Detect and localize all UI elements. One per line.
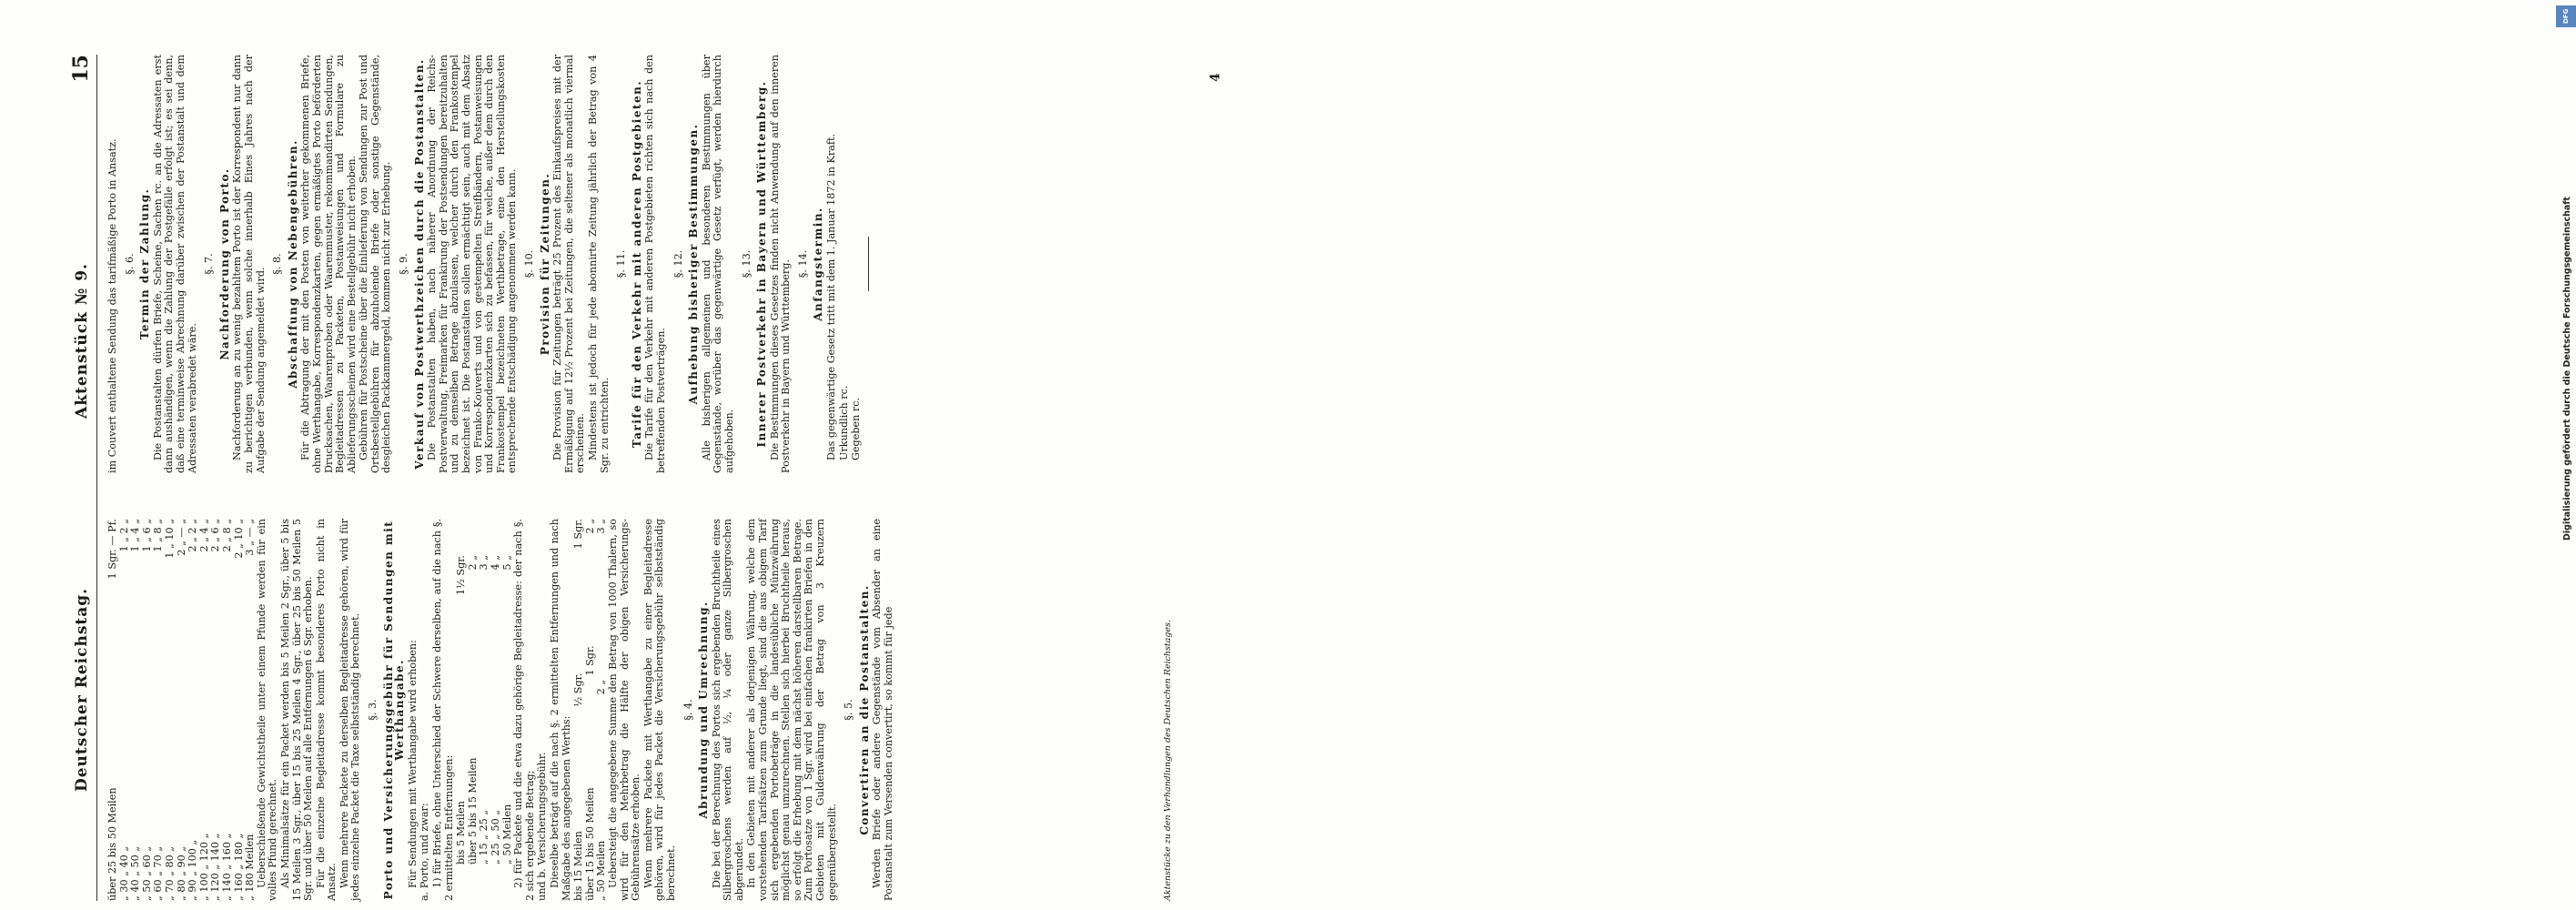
- paragraph: Für die Abtragung der mit den Posten von weiterher gekommenen Briefe, ohne Werthangabe, Korrespondenzkarten, gegen ermäßigtes Porto beförderten Drucksachen, Waarenproben oder Waarenmuster, rekommandirten Sendungen, Begleitadressen zu Packeten, Postanweisungen und Formulare zu Ablieferungsscheinen wird eine Bestellgebühr nicht erhoben.: [299, 55, 358, 473]
- table-cell: 1 „ 2 „: [117, 519, 130, 552]
- table-cell: 1 „ 4 „: [129, 519, 142, 552]
- table-cell: über 15 bis 50 Meilen: [583, 787, 596, 901]
- table-cell: 2 „: [583, 519, 596, 534]
- paragraph: a. Porto, und zwar:: [419, 803, 431, 901]
- paragraph: im Couvert enthaltene Sendung das tarifmäßige Porto in Ansatz.: [106, 138, 118, 473]
- section-number: §. 14.: [796, 249, 809, 278]
- section-number: §. 11.: [615, 249, 628, 278]
- table-cell: 2 „: [595, 679, 608, 695]
- signature-mark: 4: [1208, 73, 1223, 82]
- section-number: §. 6.: [123, 253, 136, 275]
- table-cell: „ 120 „ 140 „: [209, 833, 222, 901]
- paragraph: Die Postanstalten haben, nach näherer Anordnung der Reichs-Postverwaltung, Freimarken für Frankirung der Postsendungen bereitzuhalten und zu demselben Betrage abzulassen, welcher durch den Frankostempel bezeichnet ist. Die Postanstalten sollen ermächtigt sein, auch mit dem Absatz von Franko-Kouverts und von gestempelten Streifbändern, Postanweisungen und Korrespondenzkarten sich zu befassen, für welche, außer dem durch den Frankostempel bezeichneten Werthbetrage, eine den Herstellungskosten entsprechende Entschädigung angenommen werden kann.: [426, 55, 519, 473]
- paragraph: Ueberschießende Gewichtstheile unter einem Pfunde werden für ein volles Pfund gerechnet.: [255, 519, 279, 901]
- section-heading: Verkauf von Postwerthzeichen durch die Postanstalten.: [412, 58, 426, 470]
- table-cell: 3 „ — „: [244, 519, 257, 556]
- running-head: [71, 55, 95, 901]
- section-number: §. 13.: [740, 249, 753, 278]
- table-cell: „ 40 „ 50 „: [129, 845, 142, 901]
- table-row: [130, 519, 142, 901]
- table-cell: 1 „ 10 „: [163, 519, 176, 559]
- section-heading: Porto und Versicherungsgebühr für Sendungen mit Werthangabe.: [381, 520, 407, 900]
- table-cell: „ 70 „ 80 „: [163, 845, 176, 901]
- paragraph: Gegeben rc.: [850, 397, 863, 460]
- paragraph: Dieselbe beträgt auf die nach §. 2 ermittelten Entfernungen und nach Maßgabe des angegebenen Werths:: [548, 519, 572, 901]
- paragraph: Das gegenwärtige Gesetz tritt mit dem 1. Januar 1872 in Kraft.: [825, 133, 838, 460]
- table-row: [119, 519, 131, 901]
- section-number: §. 7.: [203, 253, 216, 275]
- insurance-fee-table: [573, 519, 608, 901]
- paragraph: und b. Versicherungsgebühr.: [536, 752, 549, 901]
- table-row: [187, 519, 199, 901]
- table-cell: bis 15 Meilen: [572, 831, 585, 901]
- paragraph: Als Minimalsätze für ein Packet werden bis 5 Meilen 2 Sgr., über 5 bis 15 Meilen 3 Sgr., über 15 bis 25 Meilen 4 Sgr., über 25 bis 50 Meilen 5 Sgr. und über 50 Meilen auf alle Entfernungen 6 Sgr. erhoben.: [278, 519, 315, 901]
- section-number: §. 12.: [672, 249, 684, 278]
- table-cell: über 5 bis 15 Meilen: [466, 757, 479, 864]
- table-cell: „ 15 „ 25 „: [478, 809, 490, 864]
- table-row: [165, 519, 177, 901]
- table-cell: „ 90 „ 100 „: [187, 839, 199, 901]
- section-number: §. 3.: [367, 699, 379, 721]
- section-number: §. 10.: [523, 249, 535, 278]
- table-row: [153, 519, 165, 901]
- table-cell: „ 80 „ 90 „: [175, 845, 187, 901]
- section-heading: Innerer Postverkehr in Bayern und Württemberg.: [755, 80, 769, 448]
- paragraph: In den Gebieten mit anderer als derjenigen Währung, welche dem vorstehenden Tarifsätzen zum Grunde liegt, sind die aus obigem Tarif sich ergebenden Portobeträge in die landesübliche Münzwährung möglichst genau umzurechnen. Stellen sich hierbei Bruchtheile heraus, so erfolgt die Erhebung mit dem nächst höheren darstellbaren Betrage. Zum Portosatze von 1 Sgr. wird bei einfachen frankirten Briefen in den Gebieten mit Guldenwährung der Betrag von 3 Kreuzern gegenübergestellt.: [745, 519, 838, 901]
- paragraph: Die Provision für Zeitungen beträgt 25 Prozent des Einkaufspreises mit der Ermäßigung auf 12½ Prozent bei Zeitungen, die seltener als monatlich viermal erscheinen.: [551, 55, 587, 473]
- section-heading: Nachforderung von Porto.: [217, 167, 231, 360]
- paragraph: Wenn mehrere Packete mit Werthangabe zu einer Begleitadresse gehören, wird für jedes Packet die Versicherungsgebühr selbstständig berechnet.: [641, 519, 677, 901]
- table-cell: 1 Sgr.: [583, 645, 596, 676]
- table-cell: ½ Sgr.: [572, 672, 585, 707]
- table-cell: bis 5 Meilen: [455, 801, 468, 864]
- table-cell: über 25 bis 50 Meilen: [106, 787, 118, 901]
- table-cell: „ 60 „ 70 „: [152, 845, 165, 901]
- table-cell: 1 Sgr. — Pf.: [106, 519, 118, 580]
- table-cell: 4 „: [490, 555, 501, 571]
- table-cell: 2 „ — „: [175, 519, 187, 556]
- page-number: 15: [69, 55, 93, 83]
- dfg-logo: DFG: [2556, 5, 2576, 27]
- section-number: §. 4.: [682, 699, 694, 721]
- table-cell: „ 100 „ 120 „: [197, 833, 210, 901]
- paragraph: Für Sendungen mit Werthangabe wird erhoben:: [406, 640, 419, 888]
- digitization-credit: Digitalisierung gefördert durch die Deutsche Forschungsgemeinschaft: [2562, 197, 2572, 541]
- digitization-sidebar: [1278, 0, 2572, 910]
- paragraph: 2) für Packete und die etwa dazu gehörige Begleitadresse: der nach §. 2 sich ergebende Betrag;: [512, 519, 536, 901]
- paragraph: Für die einzelne Begleitadresse kommt besonderes Porto nicht in Ansatz.: [314, 519, 338, 901]
- table-cell: 2 „ 8 „: [220, 519, 233, 552]
- paragraph: Mindestens ist jedoch für jede abonnirte Zeitung jährlich der Betrag von 4 Sgr. zu entrichten.: [586, 55, 611, 473]
- table-cell: 3 „: [595, 519, 608, 534]
- section-heading: Abrundung und Umrechnung.: [697, 601, 711, 819]
- table-cell: 2 „ 4 „: [197, 519, 210, 552]
- rotated-page-content: [71, 55, 1281, 901]
- right-column: [107, 55, 874, 473]
- section-heading: Termin der Zahlung.: [138, 187, 152, 340]
- table-row: [573, 519, 585, 901]
- table-cell: „ 140 „ 160 „: [220, 833, 233, 901]
- paragraph: Die bei der Berechnung des Portos sich ergebenden Bruchtheile eines Silbergroschens werden auf ½, ¼ oder ganze Silbergroschen abgerundet.: [710, 519, 745, 901]
- table-cell: „ 50 Meilen: [500, 804, 513, 864]
- paragraph: Die Postanstalten dürfen Briefe, Scheine, Sachen rc. an die Adressaten erst dann aushändigen, wenn die Zahlung der Postgefälle erfolgt ist; es sei denn, daß eine terminweise Abrechnung darüber zwischen der Postanstalt und dem Adressaten verabredet wäre.: [151, 55, 198, 473]
- table-cell: 2 „: [466, 555, 479, 571]
- table-cell: 3 „: [478, 555, 490, 571]
- paragraph: Die Tarife für den Verkehr mit anderen Postgebieten richten sich nach den betreffenden Postverträgen.: [643, 55, 667, 473]
- table-cell: „ 25 „ 50 „: [490, 809, 501, 864]
- left-column: [107, 519, 896, 901]
- running-head-middle: Aktenstück № 9.: [73, 263, 91, 419]
- footnote: Aktenstücke zu den Verhandlungen des Deutschen Reichstages.: [1163, 620, 1173, 901]
- table-row: [245, 519, 257, 901]
- table-cell: 5 „: [500, 555, 513, 571]
- table-row: [107, 519, 119, 901]
- section-heading: Convertiren an die Postanstalten.: [857, 584, 871, 835]
- letter-rate-table: [456, 519, 513, 901]
- table-cell: 2 „ 10 „: [232, 519, 245, 559]
- table-cell: 1 „ 8 „: [152, 519, 165, 552]
- table-cell: „ 50 Meilen: [595, 840, 608, 901]
- table-row: [142, 519, 154, 901]
- paragraph: Die Bestimmungen dieses Gesetzes finden nicht Anwendung auf den inneren Postverkehr in Bayern und Württemberg.: [768, 55, 793, 473]
- section-number: §. 9.: [398, 253, 410, 275]
- paragraph: Nachforderung an zu wenig bezahltem Porto ist der Korrespondent nur dann zu berichtigen verbunden, wenn solche innerhalb Eines Jahres nach der Aufgabe der Sendung angemeldet wird.: [231, 55, 267, 473]
- closing-rule: [868, 237, 869, 291]
- paragraph: Alle bisherigen allgemeinen und besonderen Bestimmungen über Gegenstände, worüber das gegenwärtige Gesetz verfügt, werden hierdurch aufgehoben.: [700, 55, 735, 473]
- header-rule: [96, 55, 97, 901]
- section-heading: Anfangstermin.: [812, 207, 825, 321]
- running-head-left: Deutscher Reichstag.: [73, 587, 91, 792]
- table-cell: 2 „ 6 „: [209, 519, 222, 552]
- table-cell: „ 160 „ 180 „: [232, 833, 245, 901]
- section-number: §. 8.: [271, 253, 284, 275]
- distance-rate-table: [107, 519, 257, 901]
- table-row: [222, 519, 234, 901]
- paragraph: 1) für Briefe, ohne Unterschied der Schwere derselben, auf die nach §. 2 ermittelten Entfernungen:: [431, 519, 455, 901]
- section-heading: Abschaffung von Nebengebühren.: [286, 139, 299, 389]
- section-number: §. 5.: [843, 699, 855, 721]
- table-row: [490, 555, 502, 864]
- section-heading: Provision für Zeitungen.: [538, 172, 551, 356]
- table-cell: 1 „ 6 „: [140, 519, 153, 552]
- table-cell: „ 50 „ 60 „: [140, 845, 153, 901]
- paragraph: Werden Briefe oder andere Gegenstände vom Absender an eine Postanstalt zum Versenden convertirt, so kommt für jede: [871, 519, 894, 901]
- table-cell: 2 „ 2 „: [187, 519, 199, 552]
- table-cell: „ 30 „ 40 „: [117, 845, 130, 901]
- paragraph: Wenn mehrere Packete zu derselben Begleitadresse gehören, wird für jedes einzelne Packet die Taxe selbstständig berechnet.: [338, 519, 362, 901]
- section-heading: Aufhebung bisheriger Bestimmungen.: [687, 123, 701, 405]
- table-row: [456, 555, 468, 864]
- table-cell: „ 180 Meilen: [244, 834, 257, 901]
- table-cell: 1 Sgr.: [572, 519, 585, 550]
- paragraph: Gebühren für Postscheine über die Einlieferung von Sendungen zur Post und Ortsbestellgebühren für abzuholende Briefe oder sonstige Gegenstände, desgleichen Packkammergeld, kommen nicht zur Erhebung.: [358, 55, 393, 473]
- paragraph: Uebersteigt die angegebene Summe den Betrag von 1000 Thalern, so wird für den Mehrbetrag die Hälfte der obigen Versicherungs-Gebührensätze erhoben.: [606, 519, 642, 901]
- paragraph: Urkundlich rc.: [837, 385, 850, 460]
- table-cell: 1½ Sgr.: [455, 555, 468, 596]
- section-heading: Tarife für den Verkehr mit anderen Postgebieten.: [630, 79, 643, 449]
